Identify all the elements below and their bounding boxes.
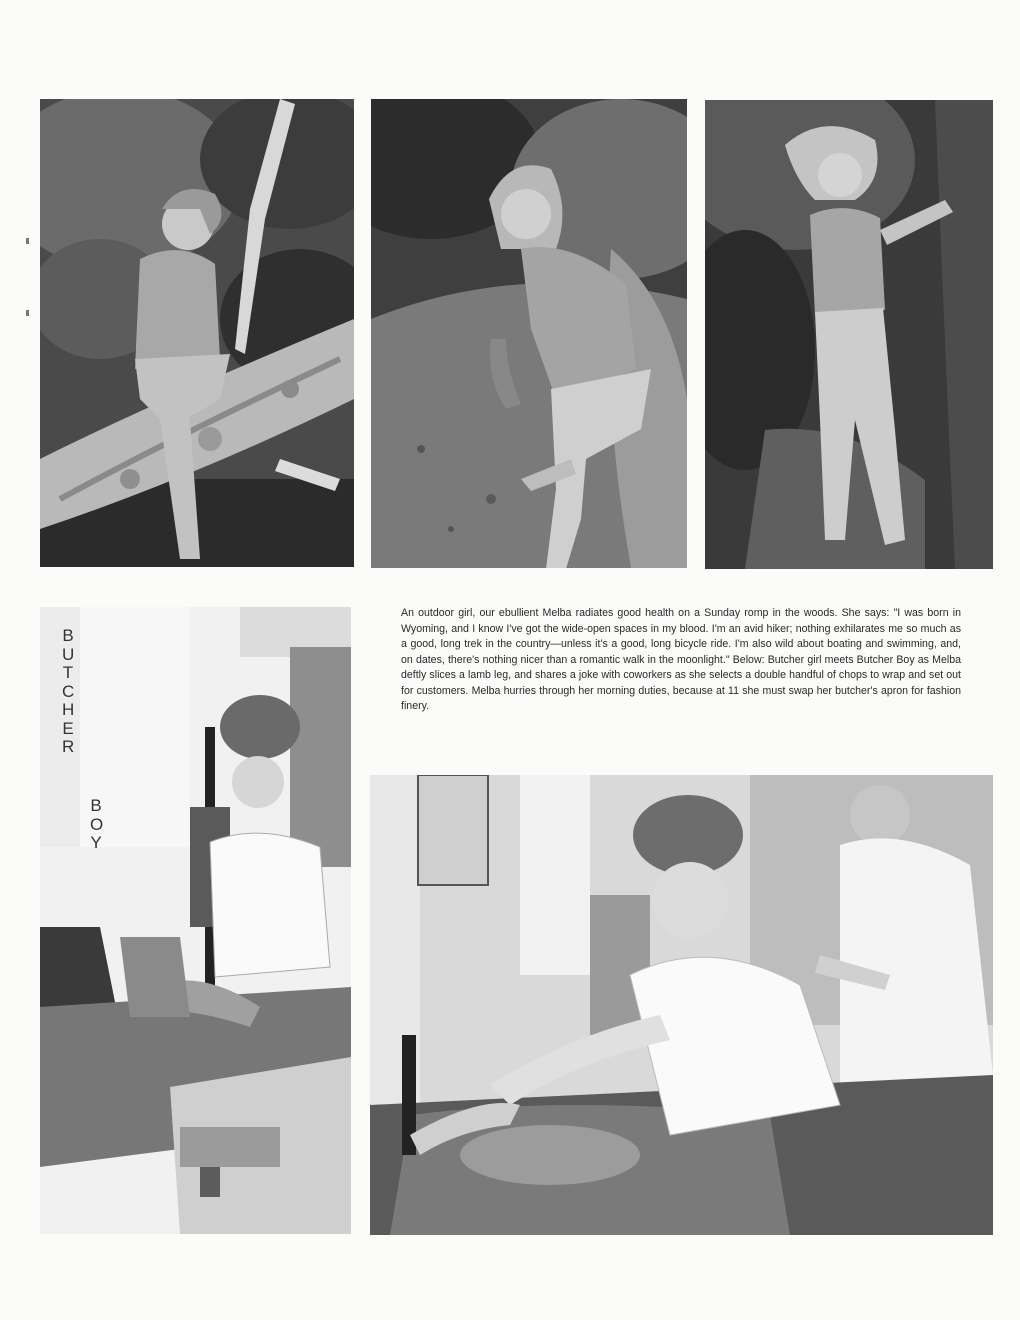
sign-letter: H [62, 700, 75, 719]
caption-paragraph: An outdoor girl, our ebullient Melba radiates good health on a Sunday romp in the woods. She says: "I was born in Wyoming, and I know I've got the wide-open spaces in my blood. I'm an avid hiker; nothing exhilarates me so much as a good, long trek in the country—unless it's a good, long bicycle ride. I'm also wild about boating and swimming, and, on dates, there's nothing nicer than a romantic walk in the moonlight." Below: Butcher girl meets Butcher Boy as Melba deftly slices a lamb leg, and shares a joke with coworkers as she selects a double handful of chops to wrap and set out for customers. Melba hurries through her morning duties, because at 11 she must swap her butcher's apron for fashion finery. [401, 607, 961, 712]
sign-letter: T [62, 663, 74, 682]
sign-letter: R [62, 737, 75, 756]
sign-letter: B [90, 796, 102, 815]
sign-butcher [62, 627, 74, 757]
margin-mark [26, 310, 29, 316]
photo-girl-on-trail [371, 99, 687, 568]
photo-girl-wrapping-meat [370, 775, 993, 1235]
photo-girl-on-tree-branch [40, 99, 354, 567]
sign-letter: O [90, 814, 104, 834]
sign-letter: E [62, 718, 74, 738]
caption-text [401, 606, 961, 715]
margin-mark [26, 238, 29, 244]
sign-boy [90, 797, 102, 853]
sign-letter: B [62, 626, 74, 645]
sign-letter: U [62, 644, 75, 664]
photo-girl-running-in-woods [705, 100, 993, 569]
sign-letter: Y [90, 833, 102, 852]
sign-letter: C [62, 681, 75, 701]
photo-girl-at-band-saw [40, 607, 351, 1234]
